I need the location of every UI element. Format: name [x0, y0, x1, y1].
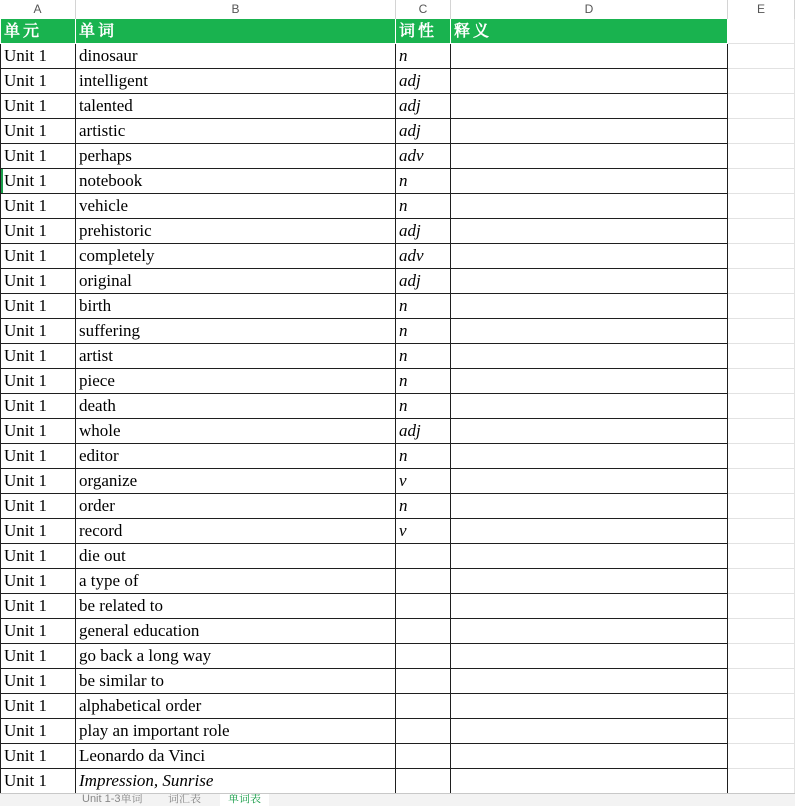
- cell-unit[interactable]: Unit 1: [0, 419, 76, 444]
- cell-unit[interactable]: Unit 1: [0, 369, 76, 394]
- empty-cell[interactable]: [728, 669, 795, 694]
- cell-unit[interactable]: Unit 1: [0, 469, 76, 494]
- cell-pos[interactable]: adj: [396, 94, 451, 119]
- header-row: [0, 19, 795, 44]
- cell-unit[interactable]: Unit 1: [0, 594, 76, 619]
- cell-meaning[interactable]: [451, 94, 728, 119]
- cell-meaning[interactable]: [451, 669, 728, 694]
- cell-unit[interactable]: Unit 1: [0, 269, 76, 294]
- cell-pos[interactable]: [396, 719, 451, 744]
- cell-unit[interactable]: Unit 1: [0, 444, 76, 469]
- empty-cell[interactable]: [728, 444, 795, 469]
- table-row: [0, 544, 795, 569]
- cell-pos[interactable]: adj: [396, 69, 451, 94]
- cell-meaning[interactable]: [451, 469, 728, 494]
- cell-meaning[interactable]: [451, 319, 728, 344]
- empty-cell[interactable]: [728, 744, 795, 769]
- cell-pos[interactable]: [396, 619, 451, 644]
- empty-cell[interactable]: [728, 394, 795, 419]
- cell-pos[interactable]: [396, 544, 451, 569]
- cell-meaning[interactable]: [451, 144, 728, 169]
- cell-word[interactable]: completely: [76, 244, 396, 269]
- cell-meaning[interactable]: [451, 219, 728, 244]
- column-header-e[interactable]: E: [728, 0, 795, 19]
- cell-pos[interactable]: v: [396, 469, 451, 494]
- cell-word[interactable]: artist: [76, 344, 396, 369]
- cell-pos[interactable]: n: [396, 344, 451, 369]
- cell-word[interactable]: suffering: [76, 319, 396, 344]
- cell-meaning[interactable]: [451, 394, 728, 419]
- cell-pos[interactable]: n: [396, 444, 451, 469]
- cell-meaning[interactable]: [451, 744, 728, 769]
- cell-pos[interactable]: adj: [396, 419, 451, 444]
- cell-word[interactable]: original: [76, 269, 396, 294]
- table-row: [0, 194, 795, 219]
- cell-pos[interactable]: n: [396, 494, 451, 519]
- table-row: [0, 469, 795, 494]
- cell-pos[interactable]: n: [396, 394, 451, 419]
- table-row: [0, 69, 795, 94]
- cell-meaning[interactable]: [451, 294, 728, 319]
- empty-cell[interactable]: [728, 269, 795, 294]
- cell-meaning[interactable]: [451, 169, 728, 194]
- cell-meaning[interactable]: [451, 619, 728, 644]
- cell-word[interactable]: artistic: [76, 119, 396, 144]
- table-row: [0, 119, 795, 144]
- cell-meaning[interactable]: [451, 369, 728, 394]
- cell-unit[interactable]: Unit 1: [0, 94, 76, 119]
- cell-pos[interactable]: v: [396, 519, 451, 544]
- empty-cell[interactable]: [728, 469, 795, 494]
- empty-cell[interactable]: [728, 544, 795, 569]
- cell-unit[interactable]: Unit 1: [0, 644, 76, 669]
- cell-word[interactable]: talented: [76, 94, 396, 119]
- cell-word[interactable]: editor: [76, 444, 396, 469]
- cell-pos[interactable]: adj: [396, 219, 451, 244]
- sheet-tab-vocab[interactable]: 词汇表: [168, 793, 201, 805]
- cell-meaning[interactable]: [451, 444, 728, 469]
- column-header-d[interactable]: D: [451, 0, 728, 19]
- cell-pos[interactable]: n: [396, 169, 451, 194]
- sheet-tab-unit-1-3[interactable]: Unit 1-3单词: [82, 793, 143, 805]
- cell-unit[interactable]: Unit 1: [0, 394, 76, 419]
- cell-meaning[interactable]: [451, 119, 728, 144]
- table-row: [0, 444, 795, 469]
- column-header-a[interactable]: A: [0, 0, 76, 19]
- cell-word[interactable]: order: [76, 494, 396, 519]
- cell-word[interactable]: notebook: [76, 169, 396, 194]
- empty-cell[interactable]: [728, 619, 795, 644]
- table-row: [0, 744, 795, 769]
- empty-cell[interactable]: [728, 44, 795, 69]
- cell-pos[interactable]: n: [396, 369, 451, 394]
- table-row: [0, 44, 795, 69]
- sheet-tab-bar: [0, 793, 795, 806]
- cell-word[interactable]: organize: [76, 469, 396, 494]
- cell-unit[interactable]: Unit 1: [0, 294, 76, 319]
- cell-pos[interactable]: adj: [396, 269, 451, 294]
- table-row: [0, 94, 795, 119]
- empty-cell[interactable]: [728, 494, 795, 519]
- cell-pos[interactable]: [396, 644, 451, 669]
- table-row: [0, 219, 795, 244]
- header-cell-pos[interactable]: 词性: [396, 19, 451, 44]
- empty-cell[interactable]: [728, 769, 795, 794]
- cell-unit[interactable]: Unit 1: [0, 769, 76, 794]
- column-header-c[interactable]: C: [396, 0, 451, 19]
- cell-unit[interactable]: Unit 1: [0, 244, 76, 269]
- header-cell-unit[interactable]: 单元: [0, 19, 76, 44]
- cell-unit[interactable]: Unit 1: [0, 544, 76, 569]
- column-header-b[interactable]: B: [76, 0, 396, 19]
- cell-unit[interactable]: Unit 1: [0, 319, 76, 344]
- data-rows: [0, 44, 795, 794]
- header-cell-word[interactable]: 单词: [76, 19, 396, 44]
- table-row: [0, 594, 795, 619]
- cell-pos[interactable]: n: [396, 319, 451, 344]
- cell-meaning[interactable]: [451, 544, 728, 569]
- empty-cell[interactable]: [728, 219, 795, 244]
- cell-word[interactable]: intelligent: [76, 69, 396, 94]
- empty-cell[interactable]: [728, 369, 795, 394]
- column-header-bar: [0, 0, 795, 20]
- cell-pos[interactable]: [396, 694, 451, 719]
- cell-word[interactable]: death: [76, 394, 396, 419]
- table-row: [0, 419, 795, 444]
- cell-word[interactable]: Impression, Sunrise: [76, 769, 396, 794]
- table-row: [0, 669, 795, 694]
- empty-cell[interactable]: [728, 719, 795, 744]
- table-row: [0, 494, 795, 519]
- spreadsheet-grid: [0, 19, 795, 794]
- cell-word[interactable]: vehicle: [76, 194, 396, 219]
- table-row: [0, 169, 795, 194]
- table-row: [0, 569, 795, 594]
- cell-word[interactable]: whole: [76, 419, 396, 444]
- cell-meaning[interactable]: [451, 644, 728, 669]
- empty-cell[interactable]: [728, 594, 795, 619]
- cell-unit[interactable]: Unit 1: [0, 219, 76, 244]
- cell-meaning[interactable]: [451, 269, 728, 294]
- empty-cell[interactable]: [728, 19, 795, 44]
- cell-unit[interactable]: Unit 1: [0, 494, 76, 519]
- table-row: [0, 369, 795, 394]
- cell-word[interactable]: alphabetical order: [76, 694, 396, 719]
- table-row: [0, 619, 795, 644]
- cell-meaning[interactable]: [451, 69, 728, 94]
- cell-pos[interactable]: adv: [396, 144, 451, 169]
- table-row: [0, 269, 795, 294]
- cell-pos[interactable]: [396, 569, 451, 594]
- cell-meaning[interactable]: [451, 694, 728, 719]
- empty-cell[interactable]: [728, 694, 795, 719]
- cell-word[interactable]: die out: [76, 544, 396, 569]
- empty-cell[interactable]: [728, 419, 795, 444]
- cell-unit[interactable]: Unit 1: [0, 194, 76, 219]
- cell-word[interactable]: birth: [76, 294, 396, 319]
- empty-cell[interactable]: [728, 244, 795, 269]
- cell-meaning[interactable]: [451, 244, 728, 269]
- empty-cell[interactable]: [728, 194, 795, 219]
- cell-meaning[interactable]: [451, 494, 728, 519]
- cell-unit[interactable]: Unit 1: [0, 144, 76, 169]
- empty-cell[interactable]: [728, 644, 795, 669]
- table-row: [0, 244, 795, 269]
- table-row: [0, 694, 795, 719]
- cell-pos[interactable]: n: [396, 194, 451, 219]
- cell-unit[interactable]: Unit 1: [0, 169, 76, 194]
- empty-cell[interactable]: [728, 94, 795, 119]
- cell-unit[interactable]: Unit 1: [0, 619, 76, 644]
- cell-meaning[interactable]: [451, 194, 728, 219]
- cell-unit[interactable]: Unit 1: [0, 519, 76, 544]
- cell-meaning[interactable]: [451, 419, 728, 444]
- cell-word[interactable]: be related to: [76, 594, 396, 619]
- cell-pos[interactable]: [396, 594, 451, 619]
- cell-meaning[interactable]: [451, 344, 728, 369]
- empty-cell[interactable]: [728, 119, 795, 144]
- cell-word[interactable]: prehistoric: [76, 219, 396, 244]
- cell-meaning[interactable]: [451, 594, 728, 619]
- cell-pos[interactable]: n: [396, 44, 451, 69]
- cell-word[interactable]: general education: [76, 619, 396, 644]
- table-row: [0, 644, 795, 669]
- cell-word[interactable]: record: [76, 519, 396, 544]
- table-row: [0, 344, 795, 369]
- cell-unit[interactable]: Unit 1: [0, 719, 76, 744]
- cell-unit[interactable]: Unit 1: [0, 44, 76, 69]
- table-row: [0, 769, 795, 794]
- cell-word[interactable]: be similar to: [76, 669, 396, 694]
- empty-cell[interactable]: [728, 569, 795, 594]
- empty-cell[interactable]: [728, 69, 795, 94]
- table-row: [0, 519, 795, 544]
- cell-unit[interactable]: Unit 1: [0, 119, 76, 144]
- empty-cell[interactable]: [728, 319, 795, 344]
- cell-meaning[interactable]: [451, 769, 728, 794]
- cell-pos[interactable]: [396, 669, 451, 694]
- empty-cell[interactable]: [728, 344, 795, 369]
- cell-meaning[interactable]: [451, 719, 728, 744]
- sheet-tab-wordlist[interactable]: 单词表: [220, 793, 269, 806]
- table-row: [0, 144, 795, 169]
- cell-pos[interactable]: adv: [396, 244, 451, 269]
- cell-unit[interactable]: Unit 1: [0, 744, 76, 769]
- cell-word[interactable]: perhaps: [76, 144, 396, 169]
- cell-word[interactable]: go back a long way: [76, 644, 396, 669]
- cell-pos[interactable]: n: [396, 294, 451, 319]
- empty-cell[interactable]: [728, 294, 795, 319]
- cell-meaning[interactable]: [451, 569, 728, 594]
- header-cell-meaning[interactable]: 释义: [451, 19, 728, 44]
- cell-unit[interactable]: Unit 1: [0, 669, 76, 694]
- cell-word[interactable]: piece: [76, 369, 396, 394]
- empty-cell[interactable]: [728, 169, 795, 194]
- cell-word[interactable]: play an important role: [76, 719, 396, 744]
- cell-word[interactable]: Leonardo da Vinci: [76, 744, 396, 769]
- cell-pos[interactable]: adj: [396, 119, 451, 144]
- cell-unit[interactable]: Unit 1: [0, 69, 76, 94]
- cell-unit[interactable]: Unit 1: [0, 344, 76, 369]
- cell-pos[interactable]: [396, 744, 451, 769]
- cell-unit[interactable]: Unit 1: [0, 569, 76, 594]
- cell-word[interactable]: dinosaur: [76, 44, 396, 69]
- empty-cell[interactable]: [728, 519, 795, 544]
- cell-meaning[interactable]: [451, 519, 728, 544]
- empty-cell[interactable]: [728, 144, 795, 169]
- cell-unit[interactable]: Unit 1: [0, 694, 76, 719]
- table-row: [0, 294, 795, 319]
- cell-word[interactable]: a type of: [76, 569, 396, 594]
- table-row: [0, 319, 795, 344]
- cell-pos[interactable]: [396, 769, 451, 794]
- cell-meaning[interactable]: [451, 44, 728, 69]
- table-row: [0, 394, 795, 419]
- table-row: [0, 719, 795, 744]
